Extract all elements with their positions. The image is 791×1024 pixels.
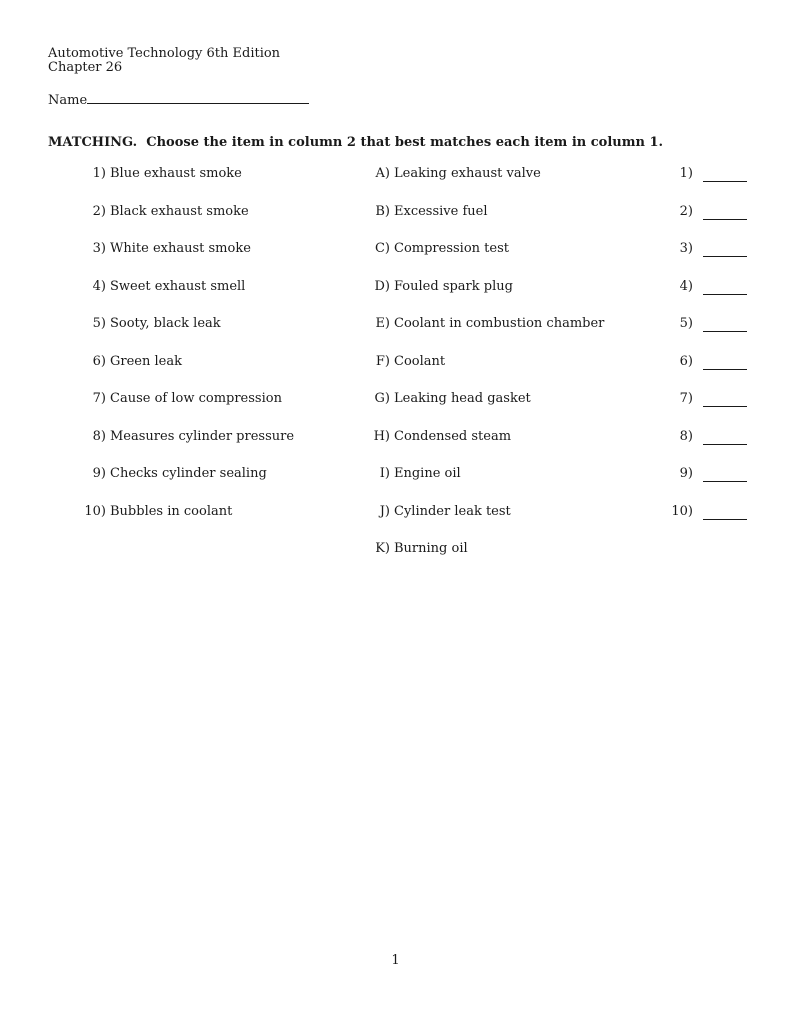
item-text: Sooty, black leak [110, 316, 221, 331]
page-footer [0, 953, 791, 968]
answer-blank-cell [693, 166, 743, 186]
book-title: Automotive Technology 6th Edition [48, 46, 281, 61]
option-letter: C) [374, 241, 390, 256]
option-text: Engine oil [394, 466, 461, 481]
option-letter: D) [374, 278, 390, 294]
match-row [48, 166, 743, 204]
item-number: 6) [92, 353, 106, 369]
item-number: 9) [92, 466, 106, 481]
answer-number: 2) [679, 203, 693, 219]
item-number: 7) [92, 391, 106, 406]
option-letter: A) [375, 166, 390, 181]
name-label: Name [48, 93, 88, 108]
item-number: 4) [92, 278, 106, 294]
matching-instruction: MATCHING. Choose the item in column 2 that best matches each item in column 1. [48, 135, 664, 150]
match-row [48, 354, 743, 392]
item-text: Checks cylinder sealing [110, 466, 267, 481]
item-number: 10) [84, 503, 106, 519]
item-number: 8) [92, 428, 106, 444]
answer-number: 10) [671, 503, 693, 519]
item-number: 1) [92, 166, 106, 181]
answer-blank-cell [693, 391, 743, 411]
match-row [48, 541, 743, 579]
answer-number: 1) [679, 166, 693, 181]
answer-number: 8) [679, 428, 693, 444]
option-letter: H) [373, 428, 390, 444]
item-text: White exhaust smoke [110, 241, 251, 256]
item-text: Bubbles in coolant [110, 503, 233, 519]
answer-number: 4) [679, 278, 693, 294]
answer-number: 7) [679, 391, 693, 406]
option-letter: G) [374, 391, 390, 406]
item-text: Sweet exhaust smell [110, 278, 246, 294]
answer-number: 3) [679, 241, 693, 256]
option-letter: I) [379, 466, 390, 481]
answer-blank-field[interactable] [703, 166, 747, 182]
answer-number: 5) [679, 316, 693, 331]
option-letter: E) [375, 316, 390, 331]
item-number: 3) [92, 241, 106, 256]
item-text: Green leak [110, 353, 182, 369]
answer-blank-cell [693, 354, 743, 374]
answer-blank-field[interactable] [703, 279, 747, 295]
option-text: Compression test [394, 241, 509, 256]
name-row [48, 90, 309, 108]
option-text: Leaking head gasket [394, 391, 531, 406]
option-text: Coolant in combustion chamber [394, 316, 605, 331]
option-letter: B) [375, 203, 390, 219]
answer-blank-cell [693, 504, 743, 524]
match-row [48, 429, 743, 467]
option-text: Burning oil [394, 541, 468, 556]
match-row [48, 241, 743, 279]
item-number: 5) [92, 316, 106, 331]
answer-blank-field[interactable] [703, 354, 747, 370]
answer-number: 9) [679, 466, 693, 481]
item-number: 2) [92, 203, 106, 219]
page-header [48, 47, 280, 75]
option-text: Excessive fuel [394, 203, 488, 219]
option-letter: F) [375, 353, 390, 369]
match-row [48, 504, 743, 542]
option-text: Condensed steam [394, 428, 512, 444]
answer-blank-field[interactable] [703, 316, 747, 332]
answer-blank-cell [693, 316, 743, 336]
answer-blank-field[interactable] [703, 241, 747, 257]
name-blank-field[interactable] [87, 90, 309, 104]
option-text: Cylinder leak test [394, 503, 511, 519]
answer-blank-field[interactable] [703, 504, 747, 520]
answer-blank-field[interactable] [703, 466, 747, 482]
page-number: 1 [391, 953, 400, 968]
item-text: Measures cylinder pressure [110, 428, 295, 444]
answer-blank-cell [693, 279, 743, 299]
answer-blank-cell [693, 241, 743, 261]
match-row [48, 279, 743, 317]
match-row [48, 316, 743, 354]
option-text: Leaking exhaust valve [394, 166, 541, 181]
option-letter: J) [379, 503, 390, 519]
matching-section [48, 166, 743, 579]
item-text: Black exhaust smoke [110, 203, 249, 219]
answer-blank-field[interactable] [703, 391, 747, 407]
match-row [48, 391, 743, 429]
match-row [48, 466, 743, 504]
answer-number: 6) [679, 353, 693, 369]
option-letter: K) [375, 541, 390, 556]
item-text: Cause of low compression [110, 391, 282, 406]
item-text: Blue exhaust smoke [110, 166, 242, 181]
match-row [48, 204, 743, 242]
answer-blank-cell [693, 204, 743, 224]
answer-blank-field[interactable] [703, 204, 747, 220]
answer-blank-field[interactable] [703, 429, 747, 445]
answer-blank-cell [693, 429, 743, 449]
answer-blank-cell [693, 466, 743, 486]
option-text: Fouled spark plug [394, 278, 513, 294]
option-text: Coolant [394, 353, 446, 369]
chapter-title: Chapter 26 [48, 60, 123, 75]
